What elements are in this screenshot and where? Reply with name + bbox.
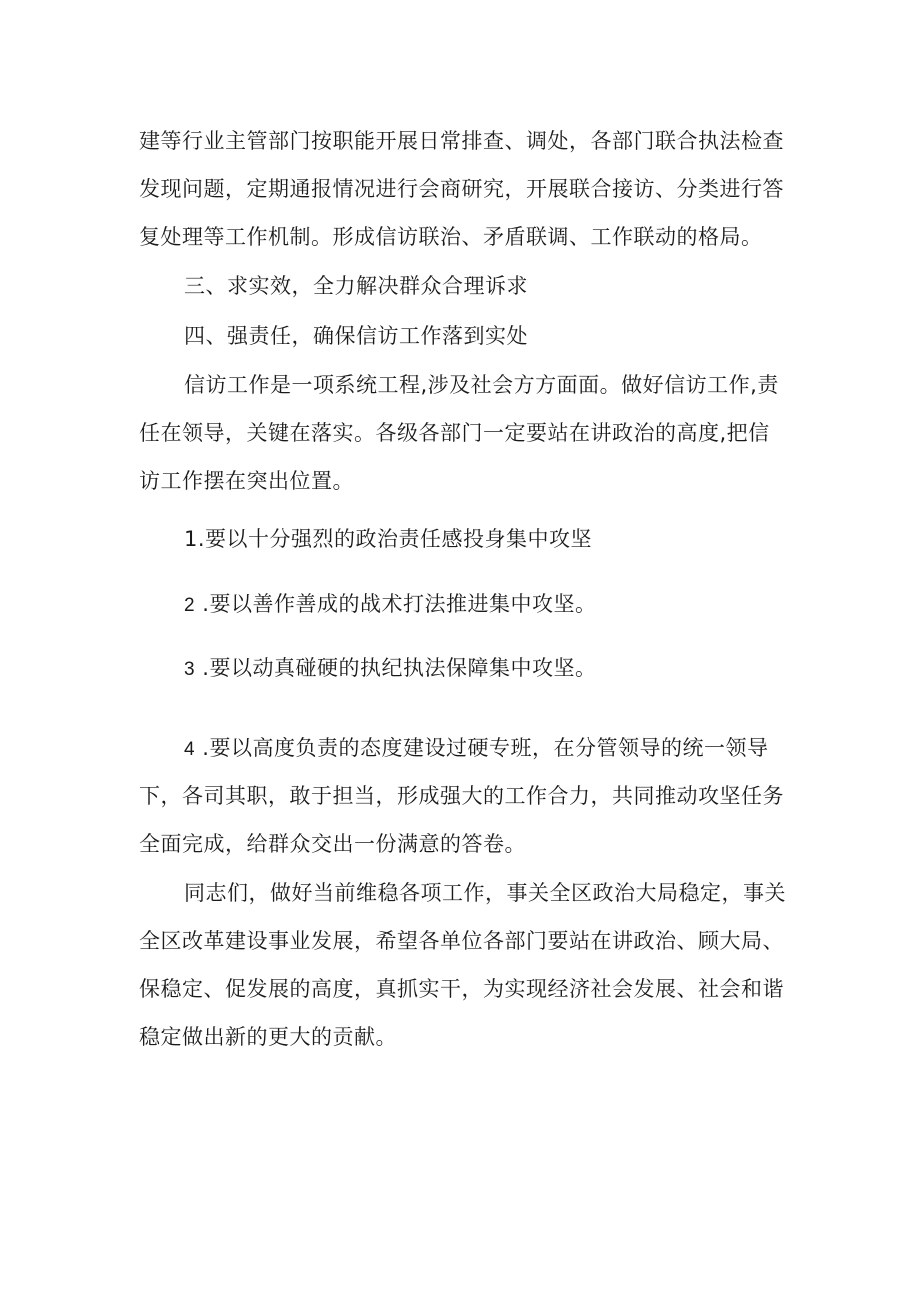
list-item-number: 2 [184, 595, 196, 616]
list-item-1: 1.要以十分强烈的政治责任感投身集中攻坚 [184, 527, 593, 551]
paragraph-line: 稳定做出新的更大的贡献。 [139, 1025, 397, 1049]
list-item-2 [184, 589, 596, 621]
list-item-4 [184, 733, 768, 765]
paragraph-line: 访工作摆在突出位置。 [139, 469, 354, 493]
section-heading-3: 三、求实效，全力解决群众合理诉求 [184, 274, 528, 298]
list-item-3 [184, 653, 596, 685]
paragraph-line: 下，各司其职，敢于担当，形成强大的工作合力，共同推动攻坚任务 [139, 784, 784, 808]
list-item-number: 4 [184, 739, 196, 760]
section-heading-4: 四、强责任，确保信访工作落到实处 [184, 324, 528, 348]
paragraph-line: 同志们，做好当前维稳各项工作，事关全区政治大局稳定，事关 [184, 881, 786, 905]
paragraph-line: 发现问题，定期通报情况进行会商研究，开展联合接访、分类进行答 [139, 177, 784, 201]
list-item-text: .要以动真碰硬的执纪执法保障集中攻坚。 [202, 656, 597, 680]
paragraph-line: 建等行业主管部门按职能开展日常排查、调处，各部门联合执法检查 [139, 129, 784, 153]
list-item-text: .要以高度负责的态度建设过硬专班，在分管领导的统一领导 [202, 736, 769, 760]
list-item-number: 3 [184, 659, 196, 680]
paragraph-line: 全面完成，给群众交出一份满意的答卷。 [139, 832, 526, 856]
paragraph-line: 保稳定、促发展的高度，真抓实干，为实现经济社会发展、社会和谐 [139, 977, 784, 1001]
paragraph-line: 复处理等工作机制。形成信访联治、矛盾联调、工作联动的格局。 [139, 225, 763, 249]
list-item-text: .要以善作善成的战术打法推进集中攻坚。 [202, 592, 597, 616]
paragraph-line: 信访工作是一项系统工程,涉及社会方方面面。做好信访工作,责 [184, 373, 779, 397]
paragraph-line: 任在领导，关键在落实。各级各部门一定要站在讲政治的高度,把信 [139, 421, 770, 445]
paragraph-line: 全区改革建设事业发展，希望各单位各部门要站在讲政治、顾大局、 [139, 929, 784, 953]
